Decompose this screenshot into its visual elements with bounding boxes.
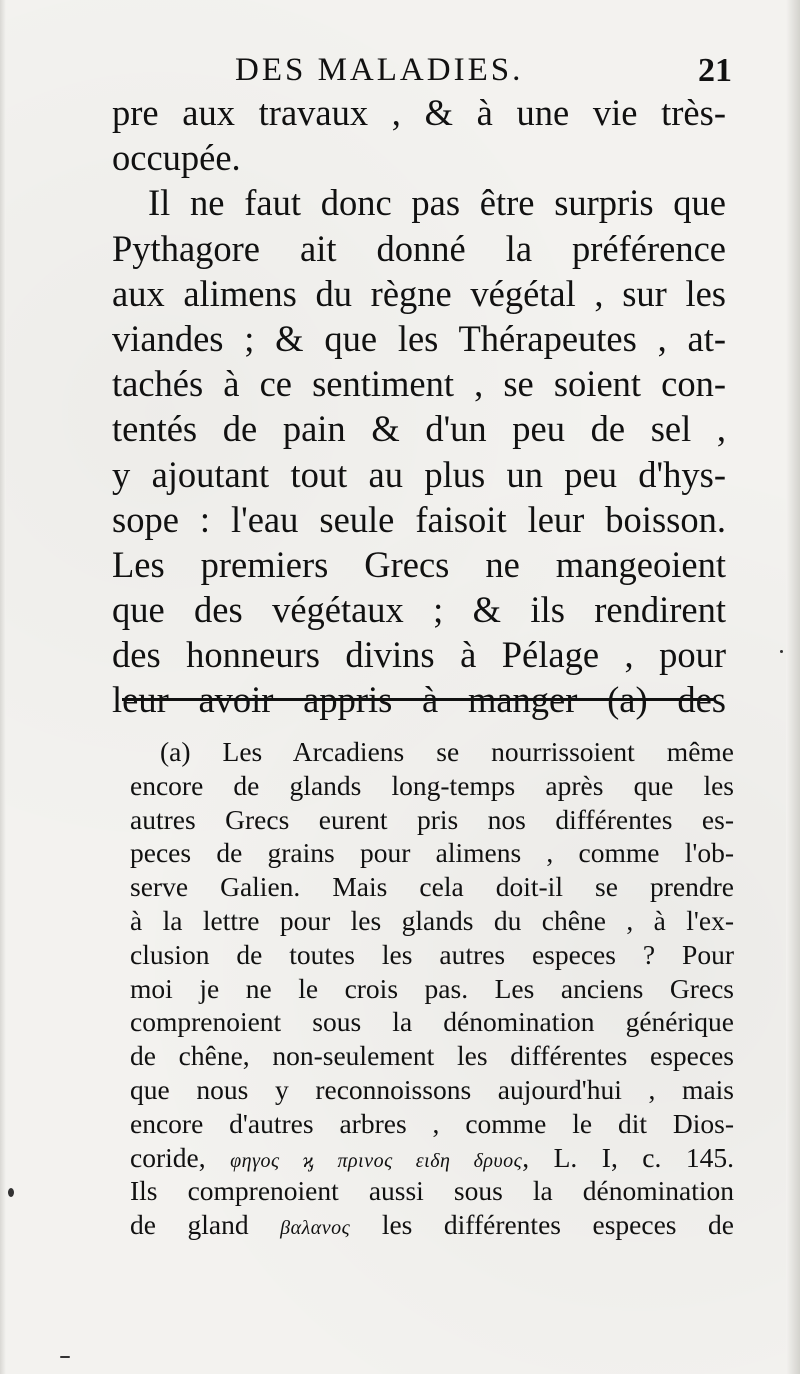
greek-phrase: φηγος ϗ πρινος ειδη δρυος (230, 1149, 523, 1172)
footnote-rule (122, 698, 714, 701)
greek-word: βαλανος (280, 1217, 351, 1240)
footnote-fragment: de gland (130, 1209, 249, 1241)
footnote-fragment: les différentes especes de (381, 1209, 734, 1241)
text-line: viandes ; & que les Thérapeutes , at- (112, 317, 726, 359)
text-line: leur avoir appris à manger (a) des (112, 679, 726, 721)
footnote-line-greek (130, 1141, 734, 1175)
text-line: Pythagore ait donné la préférence (112, 227, 726, 269)
text-line: occupée. (112, 137, 241, 179)
footnote-line: encore de glands long-temps après que les (130, 769, 734, 801)
footnote-line: Ils comprenoient aussi sous la dénomination (130, 1175, 734, 1207)
text-line: que des végétaux ; & ils rendirent (112, 589, 726, 631)
page-left-edge (0, 0, 6, 1374)
footnote-line: de chêne, non-seulement les différentes especes (130, 1040, 734, 1072)
ink-speck (8, 1188, 14, 1197)
text-line: Il ne faut donc pas être surpris que (148, 182, 726, 224)
running-title: DES MALADIES. (235, 52, 524, 88)
text-line: des honneurs divins à Pélage , pour (112, 634, 726, 676)
footnote-fragment: coride, (130, 1141, 206, 1173)
footnote-line: peces de grains pour alimens , comme l'ob- (130, 837, 734, 869)
footnote-line: comprenoient sous la dénomination générique (130, 1006, 734, 1038)
footnote (130, 735, 734, 1242)
footnote-line: encore d'autres arbres , comme le dit Dios- (130, 1107, 734, 1139)
text-line: y ajoutant tout au plus un peu d'hys- (112, 453, 726, 495)
page-header (0, 42, 800, 92)
footnote-line: autres Grecs eurent pris nos différentes es- (130, 803, 734, 835)
ink-speck (60, 1356, 70, 1358)
footnote-line: à la lettre pour les glands du chêne , à l'ex- (130, 904, 734, 936)
ink-speck (780, 650, 783, 653)
footnote-line: (a) Les Arcadiens se nourrissoient même (160, 736, 734, 767)
footnote-line: serve Galien. Mais cela doit-il se prendre (130, 871, 734, 903)
footnote-line: que nous y reconnoissons aujourd'hui , mais (130, 1073, 734, 1105)
text-line: aux alimens du règne végétal , sur les (112, 272, 726, 314)
footnote-line: moi je ne le crois pas. Les anciens Grecs (130, 972, 734, 1004)
page-right-edge (786, 0, 800, 1374)
text-line: Les premiers Grecs ne mangeoient (112, 543, 726, 585)
text-line: tachés à ce sentiment , se soient con- (112, 363, 726, 405)
footnote-line-greek (130, 1208, 734, 1242)
footnote-line: clusion de toutes les autres especes ? Pour (130, 938, 734, 970)
text-line: pre aux travaux , & à une vie très- (112, 92, 726, 133)
text-line: sope : l'eau seule faisoit leur boisson. (112, 498, 726, 540)
main-text (112, 90, 726, 723)
text-line: tentés de pain & d'un peu de sel , (112, 408, 726, 450)
footnote-reference: , L. I, c. 145. (522, 1141, 734, 1173)
page-number: 21 (698, 52, 732, 89)
